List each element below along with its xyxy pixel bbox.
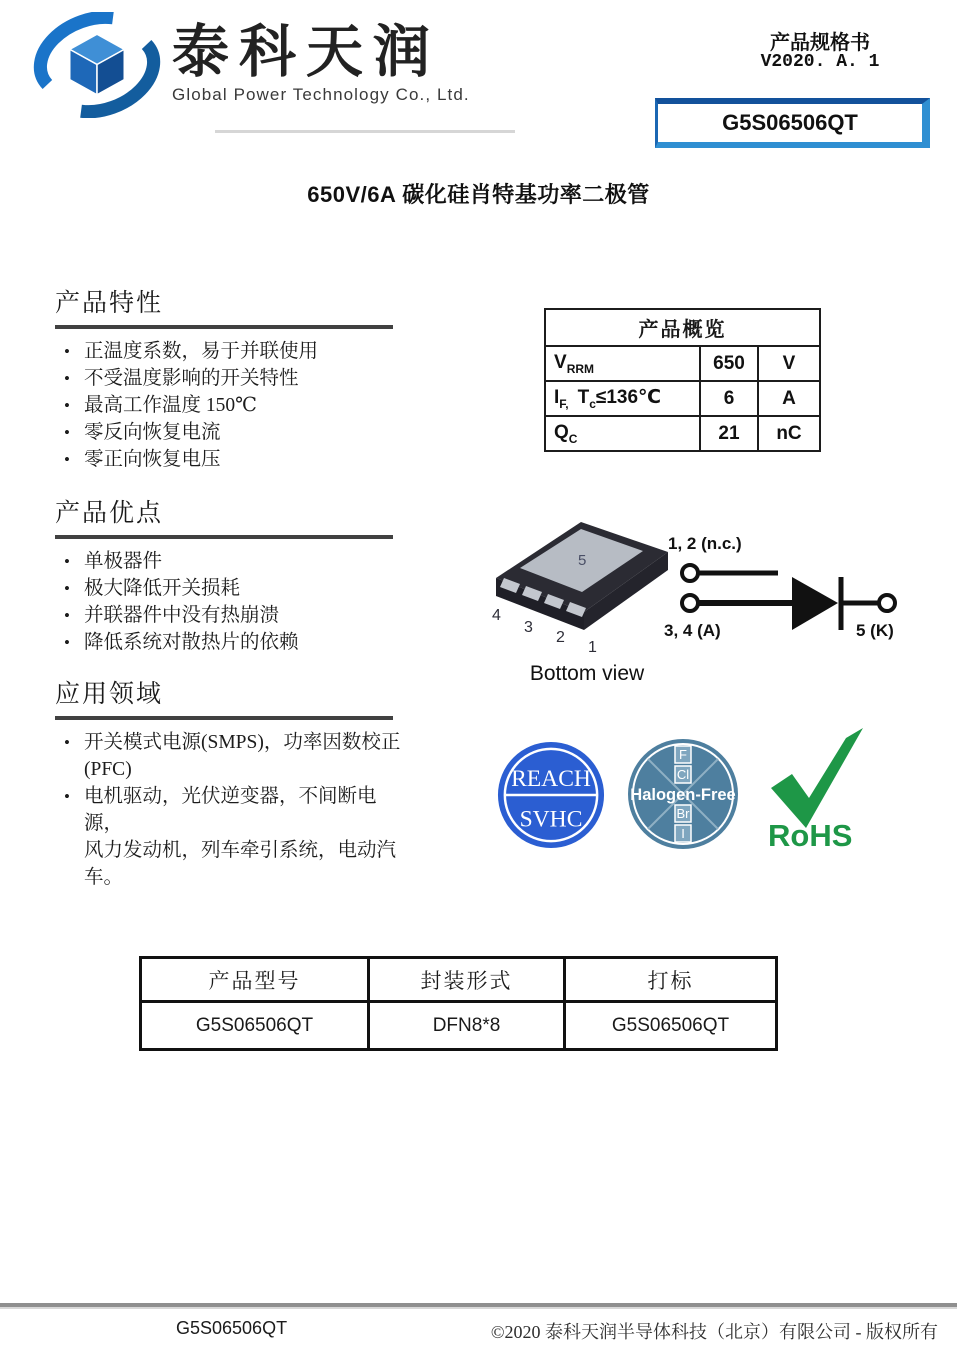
table-row	[141, 1002, 777, 1050]
nc-terminal	[682, 565, 698, 581]
bottom-view-caption: Bottom view	[529, 662, 645, 685]
list-item: • 零反向恢复电流	[55, 419, 405, 446]
nc-pins-label: 1, 2 (n.c.)	[668, 534, 742, 553]
package-bottom-view-image	[478, 502, 683, 664]
doc-type-label: 产品规格书	[770, 32, 870, 54]
column-header: 打标	[565, 958, 777, 1002]
list-item: • 电机驱动，光伏逆变器，不间断电源，	[55, 783, 405, 837]
pad-label: 2	[556, 629, 565, 646]
unit-cell: A	[758, 381, 820, 416]
diode-schematic	[660, 523, 898, 645]
param-symbol: I	[554, 387, 560, 409]
list-item: • 并联器件中没有热崩溃	[55, 602, 405, 629]
value-cell: 6	[700, 381, 758, 416]
footer-rule	[0, 1303, 957, 1309]
advantages-list	[55, 548, 405, 656]
anode-terminal	[682, 595, 698, 611]
pad-label: 3	[524, 619, 533, 636]
applications-list	[55, 729, 405, 891]
element-label: Cl	[676, 767, 690, 782]
list-item: • 降低系统对散热片的依赖	[55, 629, 405, 656]
company-name-cn: 泰科天润	[172, 21, 440, 84]
logo-text	[172, 12, 470, 105]
cube-swoosh-logo-icon	[28, 12, 166, 118]
logo-underline	[215, 130, 515, 133]
company-name-en: Global Power Technology Co., Ltd.	[172, 85, 470, 104]
table-row	[545, 346, 820, 381]
table-header-row	[141, 958, 777, 1002]
package-cell: DFN8*8	[369, 1002, 565, 1050]
value-cell: 650	[700, 346, 758, 381]
cathode-terminal	[879, 595, 895, 611]
list-item: • 正温度系数，易于并联使用	[55, 338, 405, 365]
param-subscript: F,	[559, 396, 569, 411]
value-cell: 21	[700, 416, 758, 451]
overview-table-title: 产品概览	[545, 309, 820, 346]
list-item: • 零正向恢复电压	[55, 446, 405, 473]
pad-label: 4	[492, 607, 501, 624]
table-row	[545, 309, 820, 346]
svhc-label: SVHC	[519, 806, 583, 833]
section-advantages	[55, 493, 405, 656]
list-item: • 不受温度影响的开关特性	[55, 365, 405, 392]
param-subscript: RRM	[566, 361, 595, 376]
list-item: • 单极器件	[55, 548, 405, 575]
features-heading: 产品特性	[55, 290, 164, 317]
marking-cell: G5S06506QT	[565, 1002, 777, 1050]
doc-version: V2020. A. 1	[760, 52, 880, 72]
param-symbol: Q	[554, 421, 569, 443]
rohs-checkmark-icon	[766, 726, 866, 850]
list-item: • 最高工作温度 150℃	[55, 392, 405, 419]
page-title: 650V/6A 碳化硅肖特基功率二极管	[307, 182, 650, 207]
unit-cell: nC	[758, 416, 820, 451]
applications-heading: 应用领域	[55, 681, 164, 708]
halogen-free-badge-icon	[626, 737, 740, 851]
param-condition: ≤136℃	[595, 387, 662, 409]
features-list	[55, 338, 405, 473]
features-heading-rule	[55, 325, 393, 329]
applications-heading-rule	[55, 716, 393, 720]
column-header: 产品型号	[141, 958, 369, 1002]
reach-svhc-badge-icon	[496, 740, 606, 850]
company-logo	[28, 12, 470, 118]
column-header: 封装形式	[369, 958, 565, 1002]
param-cell	[545, 346, 700, 381]
part-number-table	[139, 956, 778, 1051]
halogen-free-label: Halogen-Free	[630, 786, 736, 804]
overview-table	[544, 308, 821, 452]
list-item: • 极大降低开关损耗	[55, 575, 405, 602]
element-label: Br	[676, 806, 690, 821]
footer-copyright: ©2020 泰科天润半导体科技（北京）有限公司 - 版权所有	[490, 1322, 938, 1342]
param-cell	[545, 381, 700, 416]
list-item: • 开关模式电源(SMPS)，功率因数校正(PFC)	[55, 729, 405, 783]
section-features	[55, 283, 405, 473]
rohs-label: RoHS	[768, 818, 853, 850]
reach-label: REACH	[511, 766, 591, 793]
param-subscript: C	[568, 431, 578, 446]
part-number-box: G5S06506QT	[655, 98, 930, 148]
list-item-continuation: 风力发动机，列车牵引系统，电动汽车。	[84, 840, 397, 888]
element-label: I	[681, 826, 685, 841]
param-symbol: V	[554, 351, 567, 373]
pad-label: 1	[588, 639, 597, 656]
advantages-heading-rule	[55, 535, 393, 539]
param-symbol: T	[577, 387, 590, 409]
part-number-cell: G5S06506QT	[141, 1002, 369, 1050]
anode-pins-label: 3, 4 (A)	[664, 621, 721, 640]
center-pad-label: 5	[578, 552, 587, 569]
advantages-heading: 产品优点	[55, 500, 164, 527]
element-label: F	[679, 747, 687, 762]
param-subscript: c	[589, 396, 596, 411]
section-applications	[55, 674, 405, 891]
footer-part-number: G5S06506QT	[176, 1318, 288, 1338]
param-cell	[545, 416, 700, 451]
table-row	[545, 416, 820, 451]
diode-triangle	[792, 577, 838, 630]
cathode-pin-label: 5 (K)	[856, 621, 894, 640]
table-row	[545, 381, 820, 416]
unit-cell: V	[758, 346, 820, 381]
